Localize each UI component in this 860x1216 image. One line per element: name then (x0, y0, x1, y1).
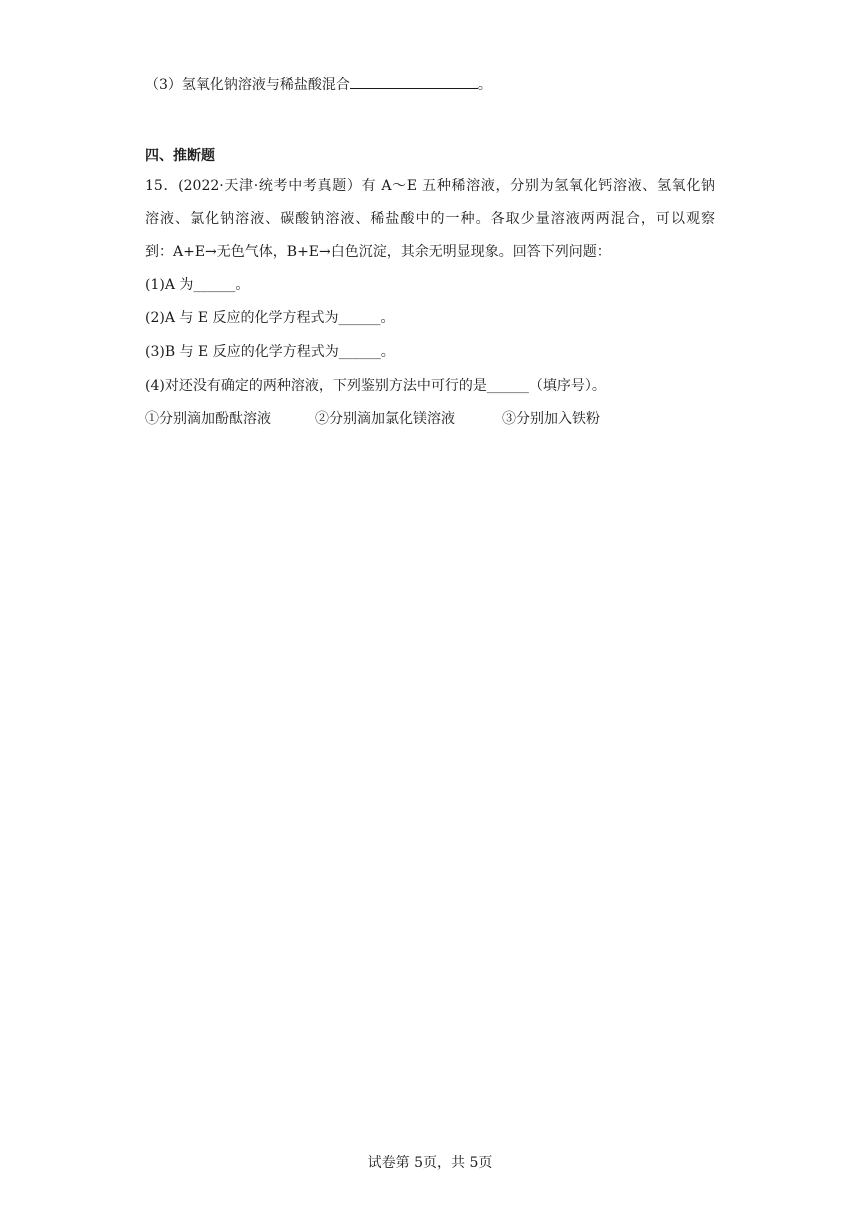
answer-blank (350, 74, 478, 89)
question-15-line-1: 15．(2022·天津·统考中考真题）有 A～E 五种稀溶液，分别为氢氧化钙溶液、氢氧化钠 (145, 178, 715, 194)
question-15-line-3: 到：A+E→无色气体，B+E→白色沉淀，其余无明显现象。回答下列问题： (145, 244, 611, 260)
question-3-line (145, 74, 492, 95)
question-15-sub-2: (2)A 与 E 反应的化学方程式为______。 (145, 310, 395, 326)
section-title: 四、推断题 (145, 148, 215, 164)
question-15-sub-1: (1)A 为______。 (145, 277, 250, 293)
question-15-line-2: 溶液、氯化钠溶液、碳酸钠溶液、稀盐酸中的一种。各取少量溶液两两混合，可以观察 (145, 211, 715, 227)
option-1: ①分别滴加酚酞溶液 (145, 411, 271, 427)
question-15-sub-3: (3)B 与 E 反应的化学方程式为______。 (145, 344, 395, 360)
question-3-end: 。 (477, 77, 492, 93)
option-2: ②分别滴加氯化镁溶液 (315, 411, 455, 427)
question-15-sub-4: (4)对还没有确定的两种溶液，下列鉴别方法中可行的是______（填序号）。 (145, 378, 606, 394)
page-footer: 试卷第 5页，共 5页 (367, 1155, 493, 1171)
option-3: ③分别加入铁粉 (502, 411, 600, 427)
question-15-options (145, 409, 600, 429)
question-3-text: （3）氢氧化钠溶液与稀盐酸混合 (145, 77, 350, 93)
